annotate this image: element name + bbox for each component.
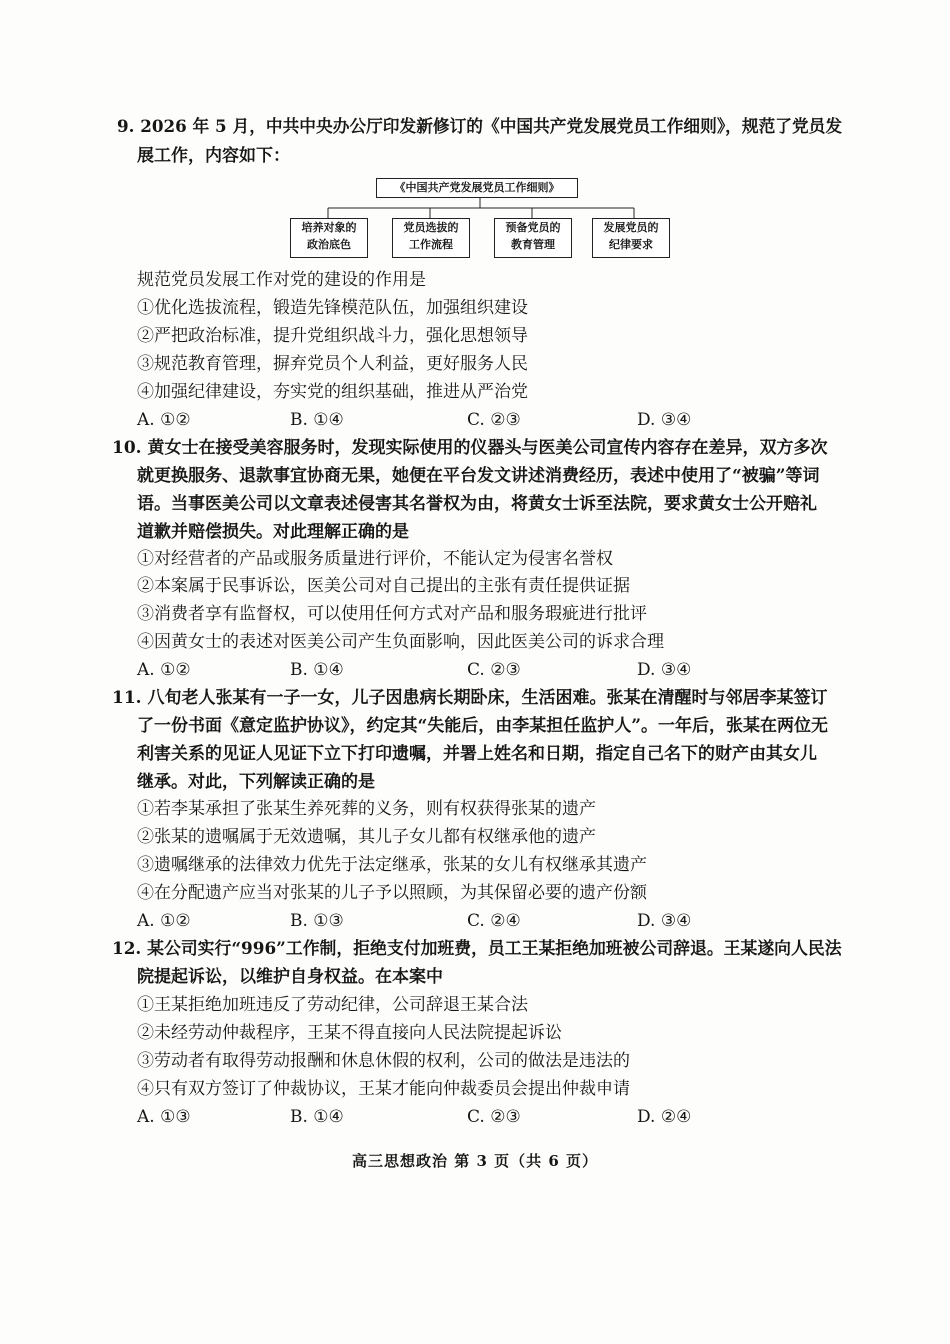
question-stem: 11. 八旬老人张某有一子一女，儿子因患病长期卧床，生活困难。张某在清醒时与邻居李某签订 [112,688,828,708]
answer-item: ④加强纪律建设，夯实党的组织基础，推进从严治党 [137,382,528,402]
choice-b[interactable]: B. ①④ [290,410,344,430]
question-stem: 就更换服务、退款事宜协商无果，她便在平台发文讲述消费经历，表述中使用了“被骗”等词 [137,466,820,486]
question-stem: 12. 某公司实行“996”工作制，拒绝支付加班费，员工王某拒绝加班被公司辞退。王某遂向人民法 [112,939,842,959]
choice-a[interactable]: A. ①② [137,911,191,931]
diagram-box [392,218,470,258]
question-stem: 继承。对此，下列解读正确的是 [137,772,375,792]
answer-item: ①王某拒绝加班违反了劳动纪律，公司辞退王某合法 [137,995,528,1015]
question-stem: 展工作，内容如下： [137,146,290,166]
choice-d[interactable]: D. ②④ [637,1107,692,1127]
rules-diagram [290,178,670,258]
choice-d[interactable]: D. ③④ [637,660,692,680]
choice-d[interactable]: D. ③④ [637,911,692,931]
answer-item: ①若李某承担了张某生养死葬的义务，则有权获得张某的遗产 [137,799,596,819]
choice-b[interactable]: B. ①③ [290,911,344,931]
question-stem: 9. 2026 年 5 月，中共中央办公厅印发新修订的《中国共产党发展党员工作细则》，规范了党员发 [117,117,843,137]
question-stem: 利害关系的见证人见证下立下打印遗嘱，并署上姓名和日期，指定自己名下的财产由其女儿 [137,744,817,764]
diagram-box-line: 教育管理 [511,238,555,251]
diagram-box [494,218,572,258]
question-stem: 院提起诉讼，以维护自身权益。在本案中 [137,967,443,987]
question-stem: 10. 黄女士在接受美容服务时，发现实际使用的仪器头与医美公司宣传内容存在差异，双方多次 [112,438,828,458]
answer-item: ②本案属于民事诉讼，医美公司对自己提出的主张有责任提供证据 [137,576,630,596]
answer-item: ①优化选拔流程，锻造先锋模范队伍，加强组织建设 [137,298,528,318]
diagram-box-line: 政治底色 [307,238,351,251]
diagram-box [592,218,670,258]
diagram-box-line: 工作流程 [409,238,453,251]
diagram-box-line: 预备党员的 [505,221,561,234]
choice-d[interactable]: D. ③④ [637,410,692,430]
answer-item: ②未经劳动仲裁程序，王某不得直接向人民法院提起诉讼 [137,1023,562,1043]
diagram-box [290,218,368,258]
choice-c[interactable]: C. ②③ [467,410,521,430]
choice-b[interactable]: B. ①④ [290,1107,344,1127]
choice-c[interactable]: C. ②③ [467,660,521,680]
answer-item: ①对经营者的产品或服务质量进行评价，不能认定为侵害名誉权 [137,549,613,569]
answer-item: ④只有双方签订了仲裁协议，王某才能向仲裁委员会提出仲裁申请 [137,1079,630,1099]
answer-item: ④在分配遗产应当对张某的儿子予以照顾，为其保留必要的遗产份额 [137,883,647,903]
choice-a[interactable]: A. ①② [137,660,191,680]
choice-a[interactable]: A. ①② [137,410,191,430]
choice-b[interactable]: B. ①④ [290,660,344,680]
answer-item: ②张某的遗嘱属于无效遗嘱，其儿子女儿都有权继承他的遗产 [137,827,596,847]
choice-c[interactable]: C. ②④ [467,911,521,931]
answer-item: ③劳动者有取得劳动报酬和休息休假的权利，公司的做法是违法的 [137,1051,630,1071]
answer-item: ③消费者享有监督权，可以使用任何方式对产品和服务瑕疵进行批评 [137,604,647,624]
diagram-title: 《中国共产党发展党员工作细则》 [376,178,578,198]
question-prompt: 规范党员发展工作对党的建设的作用是 [137,270,426,290]
answer-item: ③规范教育管理，摒弃党员个人利益，更好服务人民 [137,354,528,374]
question-stem: 道歉并赔偿损失。对此理解正确的是 [137,522,409,542]
diagram-box-line: 纪律要求 [609,238,653,251]
answer-item: ②严把政治标准，提升党组织战斗力，强化思想领导 [137,326,528,346]
diagram-box-line: 培养对象的 [301,221,357,234]
diagram-box-line: 党员选拔的 [403,221,459,234]
choice-c[interactable]: C. ②③ [467,1107,521,1127]
answer-item: ④因黄女士的表述对医美公司产生负面影响，因此医美公司的诉求合理 [137,632,664,652]
question-stem: 了一份书面《意定监护协议》，约定其“失能后，由李某担任监护人”。一年后，张某在两位无 [137,716,829,736]
answer-item: ③遗嘱继承的法律效力优先于法定继承，张某的女儿有权继承其遗产 [137,855,647,875]
page-footer: 高三思想政治 第 3 页（共 6 页） [352,1152,598,1170]
diagram-box-line: 发展党员的 [603,221,659,234]
question-stem: 语。当事医美公司以文章表述侵害其名誉权为由，将黄女士诉至法院，要求黄女士公开赔礼 [137,494,817,514]
choice-a[interactable]: A. ①③ [137,1107,191,1127]
